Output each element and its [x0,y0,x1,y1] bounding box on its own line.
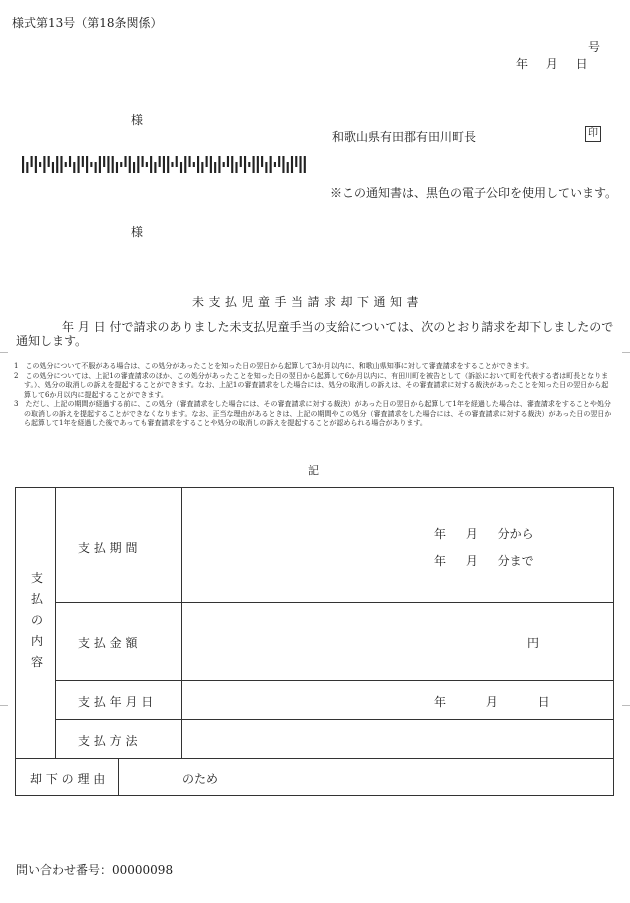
official-seal-icon: 印 [585,126,601,142]
barcode-bar [82,156,84,167]
barcode-bar [223,162,225,167]
payment-amount-label: 支 払 金 額 [78,636,138,650]
barcode-bar [159,156,161,167]
barcode-bar [124,156,126,167]
barcode-bar [171,162,173,167]
issuer-name: 和歌山県有田郡有田川町長 [332,130,477,144]
barcode-bar [48,156,50,167]
payment-date-label: 支 払 年 月 日 [78,695,154,709]
barcode-bar [257,156,259,173]
fold-mark [0,352,8,353]
table-divider [16,758,614,759]
barcode-bar [77,156,79,173]
barcode-bar [22,156,24,173]
payment-section-label: 支払の内容 [30,571,43,669]
barcode-bar [287,162,289,173]
addressee-honorific: 様 [131,113,144,127]
barcode-bar [116,162,118,173]
table-divider [118,758,119,796]
barcode-bar [167,156,169,173]
barcode-bar [295,156,297,167]
barcode-bar [43,156,45,173]
barcode-bar [188,156,190,167]
barcode-bar [278,156,280,167]
barcode-bar [235,162,237,173]
payment-period-label: 支 払 期 間 [78,541,138,555]
appeal-note: 3 ただし、上記の期間が経過する前に、この処分（審査請求をした場合には、その審査請求に対する裁決）があった日の翌日から起算して1年を経過した場合は、審査請求をすることや処分の取消しの訴えを提起することができなくなります。なお、正当な理由があるときは、上記の期間やこの処分（審査請求をした場合には、その審査請求に対する裁決）があった日の翌日から起算して1年を経過した後であっても審査請求をすることや処分の取消しの訴えを提起することが認められる場合があります。 [14,400,612,427]
electronic-seal-notice: ※この通知書は、黒色の電子公印を使用しています。 [330,186,618,200]
inquiry-number: 問い合わせ番号：00000098 [16,863,174,877]
barcode-bar [107,156,109,173]
barcode-bar [150,156,152,173]
barcode-bar [133,162,135,173]
barcode-bar [120,162,122,167]
table-divider [55,680,614,681]
payment-details-table [15,487,614,796]
barcode-bar [206,156,208,167]
barcode-bar [129,156,131,173]
barcode-bar [304,156,306,173]
barcode-bar [39,162,41,167]
barcode-bar [299,156,301,173]
table-divider [181,488,182,758]
barcode-bar [112,156,114,173]
barcode-bar [270,156,272,173]
barcode-bar [95,162,97,173]
ki-heading: 記 [308,464,319,477]
barcode-bar [282,156,284,173]
barcode-bar [210,156,212,173]
barcode-bar [291,156,293,173]
barcode-bar [231,156,233,173]
appeal-note: 1 この処分について不服がある場合は、この処分があったことを知った日の翌日から起算して3か月以内に、和歌山県知事に対して審査請求をすることができます。 [14,362,534,370]
barcode-bar [99,156,101,173]
payment-amount-unit: 円 [527,636,540,650]
barcode-bar [248,162,250,167]
barcode-bar [69,156,71,167]
barcode-bar [137,156,139,173]
barcode-bar [201,162,203,173]
fold-mark [0,705,8,706]
barcode-bar [244,156,246,173]
barcode-bar [218,156,220,173]
payment-period-from: 年 月 分から [434,527,534,541]
intro-paragraph: 年 月 日 付で請求のありました未支払児童手当の支給については、次のとおり請求を却下しましたので通知します。 [16,320,614,348]
recipient-honorific: 様 [131,225,144,239]
barcode-bar [180,162,182,173]
barcode-bar [146,162,148,167]
barcode-bar [90,162,92,167]
table-divider [55,719,614,720]
barcode-bar [65,162,67,167]
barcode-bar [176,156,178,167]
barcode-bar [142,156,144,167]
rejection-reason-label: 却 下 の 理 由 [30,772,106,786]
barcode-bar [184,156,186,173]
appeal-note: 2 この処分については、上記1の審査請求のほか、この処分があったことを知った日の翌日から起算して6か月以内に、有田川町を被告として（訴訟において町を代表する者は町長となります。）、処分の取消しの訴えを提起することができます。なお、上記1の審査請求をした場合には、処分の取消しの訴えは、その審査請求に対する裁決があったことを知った日の翌日から起算して6か月以内に提起することができます。 [14,371,609,399]
barcode-bar [103,156,105,167]
payment-date-value: 年 月 日 [434,695,550,709]
barcode-bar [26,162,28,173]
fold-mark [622,705,630,706]
barcode-bar [56,156,58,173]
payment-period-to: 年 月 分まで [434,554,534,568]
barcode-bar [253,156,255,173]
barcode-bar [265,162,267,173]
barcode-bar [197,156,199,173]
barcode-bar [240,156,242,167]
barcode-bar [274,162,276,167]
issue-date: 年 月 日 [516,57,588,71]
fold-mark [622,352,630,353]
postal-barcode [22,156,308,173]
payment-method-label: 支 払 方 法 [78,734,138,748]
rejection-reason-value: のため [182,772,219,786]
barcode-bar [163,156,165,173]
barcode-bar [154,162,156,173]
barcode-bar [73,162,75,173]
document-title: 未支払児童手当請求却下通知書 [192,295,424,309]
barcode-bar [52,162,54,173]
barcode-bar [31,156,33,167]
appeal-notes [14,362,612,429]
barcode-bar [261,156,263,167]
form-number: 様式第13号（第18条関係） [12,16,163,30]
barcode-bar [214,162,216,173]
barcode-bar [227,156,229,167]
table-divider [55,488,56,758]
barcode-bar [60,156,62,173]
barcode-bar [86,156,88,173]
barcode-bar [193,162,195,167]
reference-number-suffix: 号 [588,40,601,54]
barcode-bar [35,156,37,173]
table-divider [55,602,614,603]
